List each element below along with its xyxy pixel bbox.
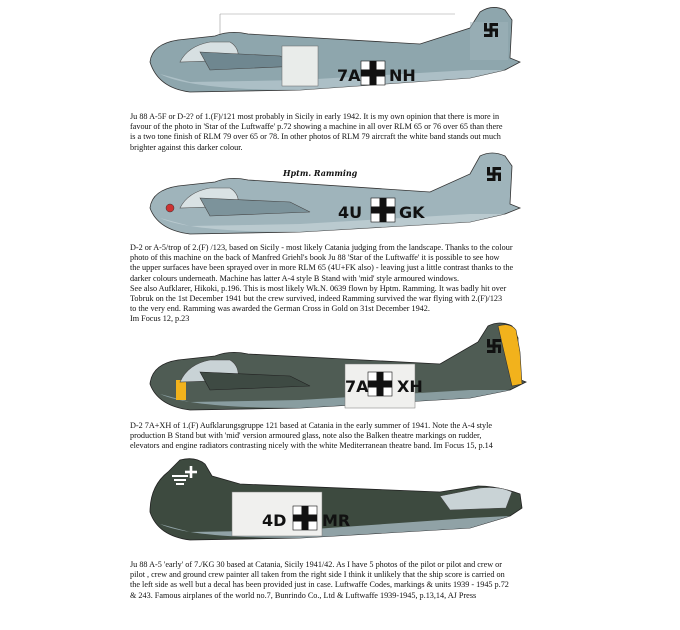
- swastika-tail-marking: [487, 339, 501, 353]
- aircraft-profile-1: [0, 0, 680, 112]
- caption-aircraft-2: D-2 or A-5/trop of 2.(F) /123, based on Sicily - most likely Catania judging from the landscape. Thanks to the colour photo of this machine on the back of Manfred Griehl's book Ju 88 'Star of the Luftwaffe' it is possible to see how the upper surfaces have been sprayed over in more RLM 65 (4U+FK also) - leaving just a little contrast thanks to the darker colours underneath. Machine has latter A-4 style B Stand with 'mid' style armoured windows. See also Aufklarer, Hikoki, p.196. This is most likely Wk.N. 0639 flown by Hptm. Ramming. It was badly hit over Tobruk on the 1st December 1941 but the crew survived, indeed Ramming survived the war flying with 2.(F)/123 to the very end. Ramming was awarded the German Cross in Gold on 31st December 1942. Im Focus 12, p.23: [130, 243, 514, 324]
- aircraft-illustration: [0, 0, 680, 112]
- caption-aircraft-3: D-2 7A+XH of 1.(F) Aufklarungsgruppe 121 based at Catania in the early summer of 1941. Note the A-4 style production B Stand but with 'mid' version armoured glass, note also the Balken theatre markings on rudder, elevators and engine radiators contrasting nicely with the white Mediterranean theatre band. Im Focus 15, p.14: [130, 421, 493, 451]
- pilot-name-label: Hptm. Ramming: [283, 168, 358, 178]
- swastika-tail-marking: [487, 167, 501, 181]
- fuselage-code-right: NH: [389, 66, 416, 85]
- aircraft-illustration: [0, 152, 680, 242]
- balkenkreuz-marking: [361, 61, 385, 85]
- swastika-tail-marking: [484, 23, 498, 37]
- fuselage-code-left: 4D: [262, 511, 287, 530]
- fuselage-code-right: XH: [397, 377, 423, 396]
- caption-aircraft-1: Ju 88 A-5F or D-2? of 1.(F)/121 most probably in Sicily in early 1942. It is my own opinion that there is more in favour of the photo in 'Star of the Luftwaffe' p.72 showing a machine in all over RLM 65 or 76 over 65 than there is a two tone finish of RLM 79 over 65 or 78. In other photos of RLM 79 aircraft the white band stands out much brighter against this darker colour.: [130, 112, 503, 152]
- balkenkreuz-marking: [368, 372, 392, 396]
- fuselage-code-left: 7A: [337, 66, 361, 85]
- unit-emblem: [166, 204, 174, 212]
- balkenkreuz-marking: [371, 198, 395, 222]
- aircraft-illustration: [0, 458, 680, 550]
- yellow-engine-cowling: [176, 380, 186, 400]
- caption-aircraft-4: Ju 88 A-5 'early' of 7./KG 30 based at Catania, Sicily 1941/42. As I have 5 photos of the pilot or pilot and crew or pilot , crew and ground crew painter all taken from the right side I think it unlikely that the ship score is carried on the left side as well but a decal has been provided just in case. Luftwaffe Codes, markings & units 1939 - 1945 p.72 & 243. Famous airplanes of the world no.7, Bunrindo Co., Ltd & Luftwaffe 1939-1945, p.13,14, AJ Press: [130, 560, 509, 600]
- fuselage-code-right: MR: [322, 511, 351, 530]
- aircraft-profile-4: [0, 458, 680, 550]
- aircraft-profile-2: [0, 152, 680, 242]
- aircraft-illustration: [0, 322, 680, 418]
- aircraft-profile-3: [0, 322, 680, 418]
- balkenkreuz-marking: [293, 506, 317, 530]
- fuselage-code-left: 7A: [345, 377, 369, 396]
- fuselage-code-left: 4U: [338, 203, 363, 222]
- fuselage-code-right: GK: [399, 203, 425, 222]
